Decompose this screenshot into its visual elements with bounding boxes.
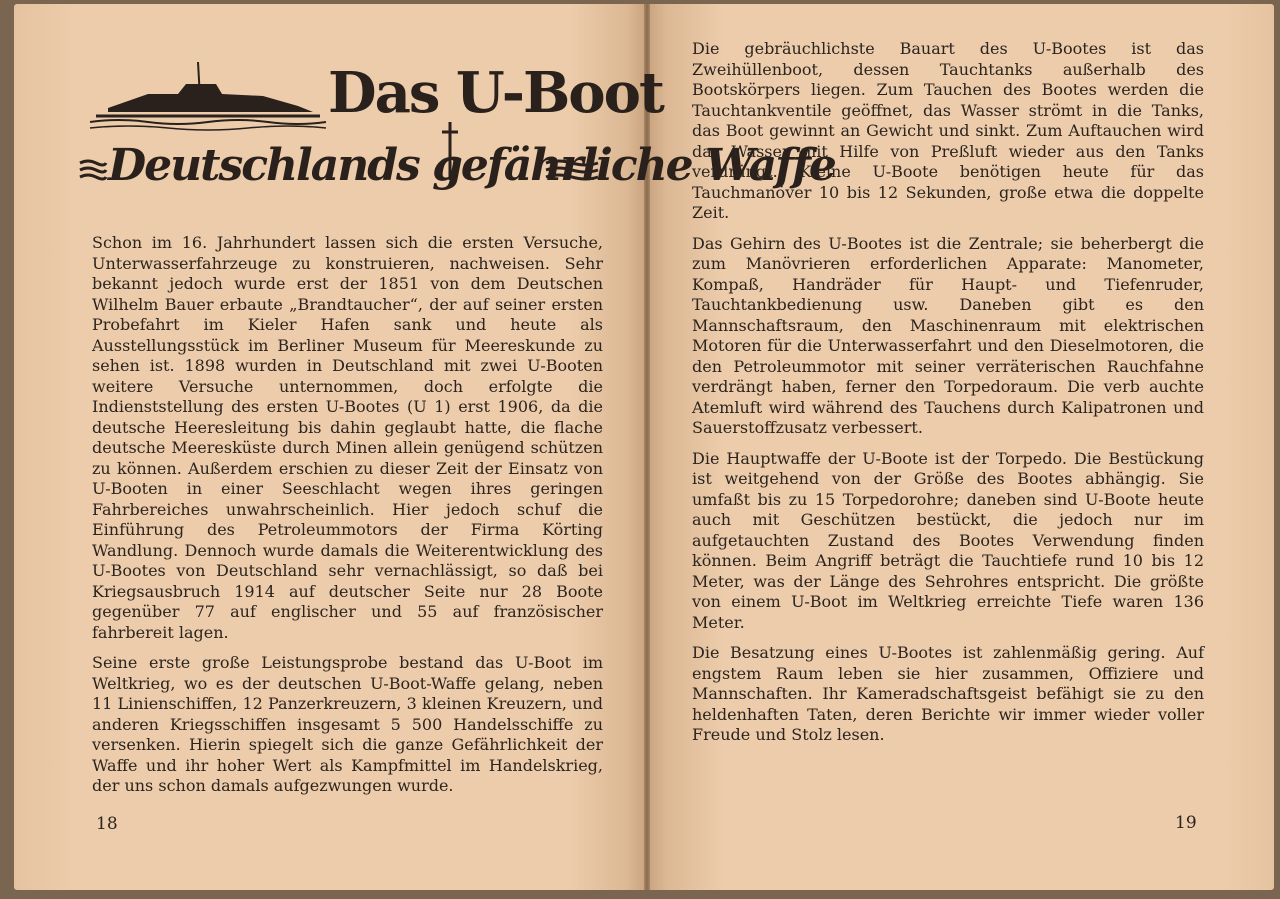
paragraph: Das Gehirn des U-Bootes ist die Zentrale; sie beherbergt die zum Manövrieren erforderlichen Apparate: Manometer, Kompaß, Handräder für Haupt- und Tiefenruder, Tauchtankbedienung usw. Daneben gibt es den Mannschaftsraum, den Maschinenraum mit elektrischen Motoren für die Unterwasserfahrt und den Dieselmotoren, die den Petroleummotor mit seiner verräterischen Rauchfahne verdrängt haben, ferner den Torpedoraum. Die verb auchte Atemluft wird während des Tauchens durch Kalipatronen und Sauerstoffzusatz verbessert.	[692, 233, 1204, 437]
page-number-left: 18	[96, 814, 118, 834]
left-page-text	[92, 233, 603, 807]
paragraph: Seine erste große Leistungsprobe bestand das U-Boot im Weltkrieg, wo es der deutschen U-Boot-Waffe gelang, neben 11 Linienschiffen, 12 Panzerkreuzern, 3 kleinen Kreuzern, und anderen Kriegsschiffen insgesamt 5 500 Handelsschiffe zu versenken. Hierin spiegelt sich die ganze Gefährlichkeit der Waffe und ihr hoher Wert als Kampfmittel im Handelskrieg, der uns schon damals aufgezwungen wurde.	[92, 653, 603, 795]
paragraph: Die Besatzung eines U-Bootes ist zahlenmäßig gering. Auf engstem Raum leben sie hier zusammen, Offiziere und Mannschaften. Ihr Kameradschaftsgeist befähigt sie zu den heldenhaften Taten, deren Berichte wir immer wieder voller Freude und Stolz lesen.	[692, 643, 1204, 744]
book-gutter	[644, 4, 650, 890]
paragraph: Die gebräuchlichste Bauart des U-Bootes ist das Zweihüllenboot, dessen Tauchtanks außerhalb des Bootskörpers liegen. Zum Tauchen des Bootes werden die Tauchtankventile geöffnet, das Wasser strömt in die Tanks, das Boot gewinnt an Gewicht und sinkt. Zum Auftauchen wird das Wasser mit Hilfe von Preßluft wieder aus den Tanks verdrängt. Kleine U-Boote benötigen heute für das Tauchmanöver 10 bis 12 Sekunden, große etwa die doppelte Zeit.	[692, 39, 1204, 222]
waves-icon	[544, 155, 600, 185]
chapter-title: Das U-Boot	[328, 60, 663, 126]
submarine-icon	[88, 60, 328, 135]
chapter-header	[78, 60, 835, 210]
paragraph: Die Hauptwaffe der U-Boote ist der Torpedo. Die Bestückung ist weitgehend von der Größe des Bootes abhängig. Sie umfaßt bis zu 15 Torpedorohre; daneben sind U-Boote heute auch mit Geschützen bestückt, die jedoch nur im aufgetauchten Zustand des Bootes Verwendung finden können. Beim Angriff beträgt die Tauchtiefe rund 10 bis 12 Meter, was der Länge des Sehrohres entspricht. Die größte von einem U-Boot im Weltkrieg erreichte Tiefe waren 136 Meter.	[692, 448, 1204, 632]
paragraph: Schon im 16. Jahrhundert lassen sich die ersten Versuche, Unterwasserfahrzeuge zu konstruieren, nachweisen. Sehr bekannt jedoch wurde erst der 1851 von dem Deutschen Wilhelm Bauer erbaute „Brandtaucher“, der auf seiner ersten Probefahrt im Kieler Hafen sank und heute als Ausstellungsstück im Berliner Museum für Meereskunde zu sehen ist. 1898 wurden in Deutschland mit zwei U-Booten weitere Versuche unternommen, doch erfolgte die Indienststellung des ersten U-Bootes (U 1) erst 1906, da die deutsche Heeresleitung bis dahin geglaubt hatte, die flache deutsche Meeresküste durch Minen allein genügend schützen zu können. Außerdem erschien zu dieser Zeit der Einsatz von U-Booten in einer Seeschlacht wegen ihres geringen Fahrbereiches unwahrscheinlich. Hier jedoch schuf die Einführung des Petroleummotors der Firma Körting Wandlung. Dennoch wurde damals die Weiterentwicklung des U-Bootes von Deutschland sehr vernachlässigt, so daß bei Kriegsausbruch 1914 auf deutscher Seite nur 28 Boote gegenüber 77 auf englischer und 55 auf französischer fahrbereit lagen.	[92, 233, 603, 642]
page-number-right: 19	[1175, 813, 1197, 833]
waves-icon	[78, 155, 108, 185]
chapter-subtitle: Deutschlands gefährliche Waffe	[108, 140, 835, 191]
right-page-text	[692, 39, 1204, 756]
